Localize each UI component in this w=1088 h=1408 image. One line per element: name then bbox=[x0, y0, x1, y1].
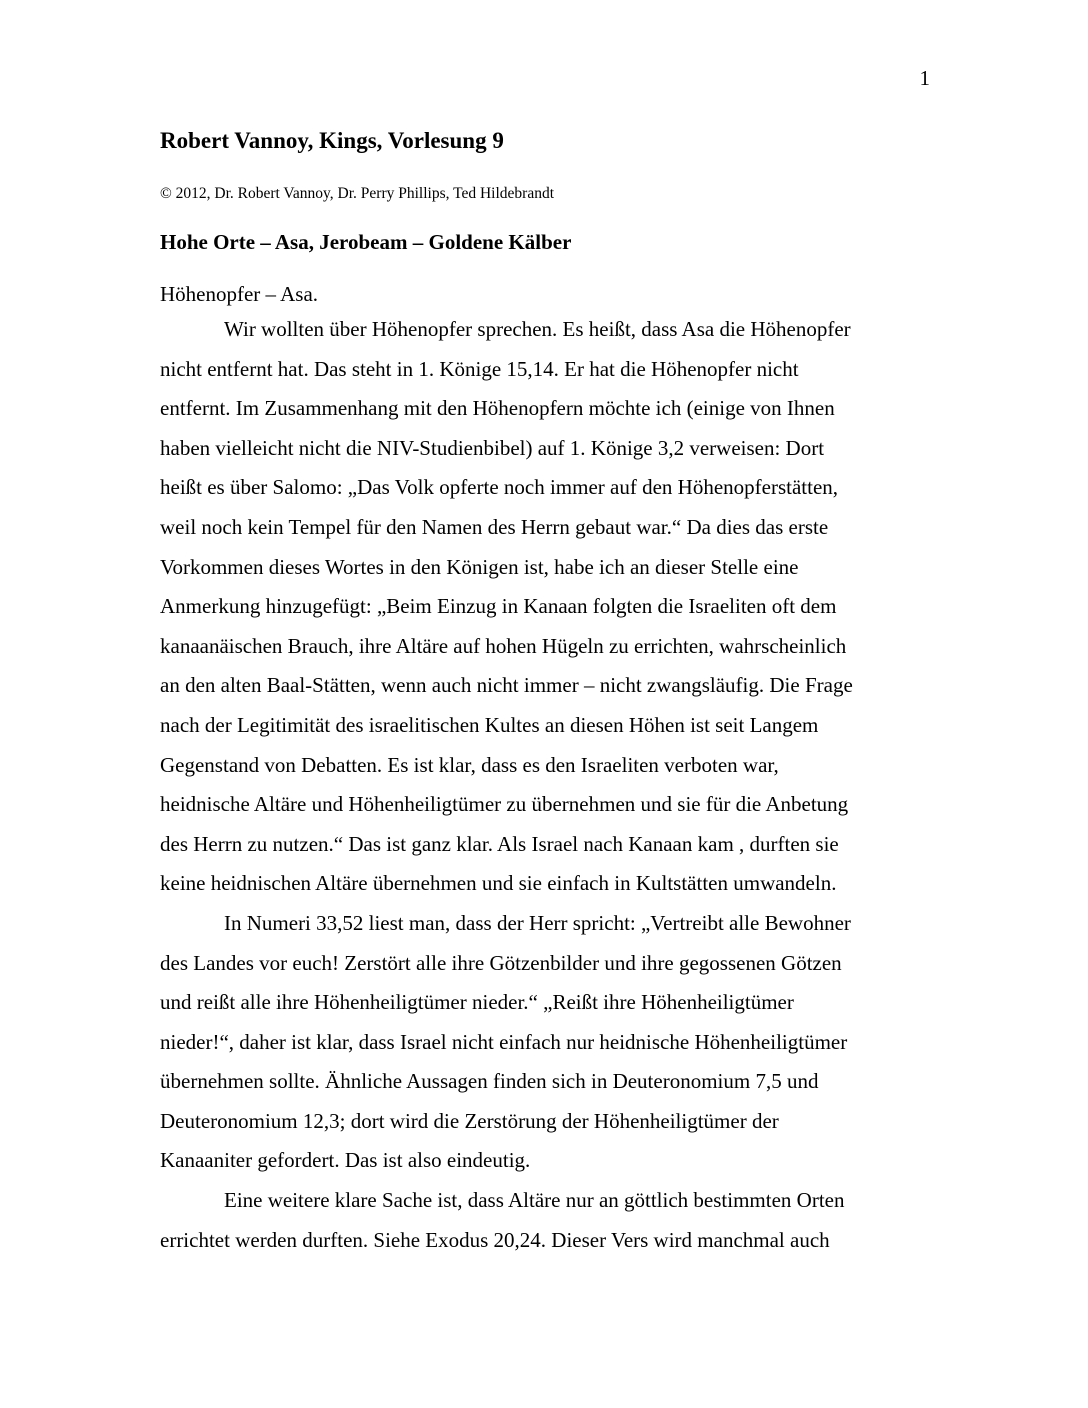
paragraph-line: nach der Legitimität des israelitischen Kultes an diesen Höhen ist seit Langem bbox=[160, 712, 819, 737]
paragraph-line: Anmerkung hinzugefügt: „Beim Einzug in Kanaan folgten die Israeliten oft dem bbox=[160, 594, 837, 619]
paragraph-3 bbox=[160, 1181, 940, 1260]
paragraph-line: Deuteronomium 12,3; dort wird die Zerstörung der Höhenheiligtümer der bbox=[160, 1108, 779, 1133]
paragraph-line: kanaanäischen Brauch, ihre Altäre auf hohen Hügeln zu errichten, wahrscheinlich bbox=[160, 633, 847, 658]
paragraph-line: entfernt. Im Zusammenhang mit den Höhenopfern möchte ich (einige von Ihnen bbox=[160, 396, 835, 421]
paragraph-line: Eine weitere klare Sache ist, dass Altäre nur an göttlich bestimmten Orten bbox=[224, 1188, 845, 1213]
paragraph-line: errichtet werden durften. Siehe Exodus 20,24. Dieser Vers wird manchmal auch bbox=[160, 1227, 830, 1252]
copyright-notice: © 2012, Dr. Robert Vannoy, Dr. Perry Phillips, Ted Hildebrandt bbox=[160, 185, 555, 202]
paragraph-line: Gegenstand von Debatten. Es ist klar, dass es den Israeliten verboten war, bbox=[160, 752, 779, 777]
paragraph-line: weil noch kein Tempel für den Namen des Herrn gebaut war.“ Da dies das erste bbox=[160, 514, 829, 539]
paragraph-line: an den alten Baal-Stätten, wenn auch nicht immer – nicht zwangsläufig. Die Frage bbox=[160, 673, 853, 698]
lecture-subtitle: Hohe Orte – Asa, Jerobeam – Goldene Kälber bbox=[160, 230, 572, 254]
paragraph-line: Kanaaniter gefordert. Das ist also eindeutig. bbox=[160, 1148, 531, 1173]
paragraph-line: und reißt alle ihre Höhenheiligtümer nieder.“ „Reißt ihre Höhenheiligtümer bbox=[160, 990, 794, 1015]
paragraph-line: nicht entfernt hat. Das steht in 1. Könige 15,14. Er hat die Höhenopfer nicht bbox=[160, 356, 799, 381]
paragraph-line: nieder!“, daher ist klar, dass Israel nicht einfach nur heidnische Höhenheiligtümer bbox=[160, 1029, 848, 1054]
document-body bbox=[160, 126, 940, 1260]
page-number: 1 bbox=[919, 66, 930, 90]
paragraph-2 bbox=[160, 904, 940, 1181]
paragraph-line: Vorkommen dieses Wortes in den Königen ist, habe ich an dieser Stelle eine bbox=[160, 554, 799, 579]
paragraph-line: haben vielleicht nicht die NIV-Studienbibel) auf 1. Könige 3,2 verweisen: Dort bbox=[160, 435, 825, 460]
document-title: Robert Vannoy, Kings, Vorlesung 9 bbox=[160, 128, 504, 153]
paragraph-line: heidnische Altäre und Höhenheiligtümer zu übernehmen und sie für die Anbetung bbox=[160, 792, 849, 817]
paragraph-line: des Herrn zu nutzen.“ Das ist ganz klar. Als Israel nach Kanaan kam , durften sie bbox=[160, 831, 839, 856]
paragraph-line: übernehmen sollte. Ähnliche Aussagen finden sich in Deuteronomium 7,5 und bbox=[160, 1069, 819, 1094]
section-heading: Höhenopfer – Asa. bbox=[160, 282, 319, 306]
paragraph-line: Wir wollten über Höhenopfer sprechen. Es heißt, dass Asa die Höhenopfer bbox=[224, 317, 851, 341]
paragraph-line: In Numeri 33,52 liest man, dass der Herr spricht: „Vertreibt alle Bewohner bbox=[224, 910, 851, 935]
paragraph-line: heißt es über Salomo: „Das Volk opferte noch immer auf den Höhenopferstätten, bbox=[160, 475, 839, 500]
paragraph-1 bbox=[160, 310, 940, 904]
paragraph-line: des Landes vor euch! Zerstört alle ihre Götzenbilder und ihre gegossenen Götzen bbox=[160, 950, 842, 975]
paragraph-line: keine heidnischen Altäre übernehmen und sie einfach in Kultstätten umwandeln. bbox=[160, 871, 837, 896]
